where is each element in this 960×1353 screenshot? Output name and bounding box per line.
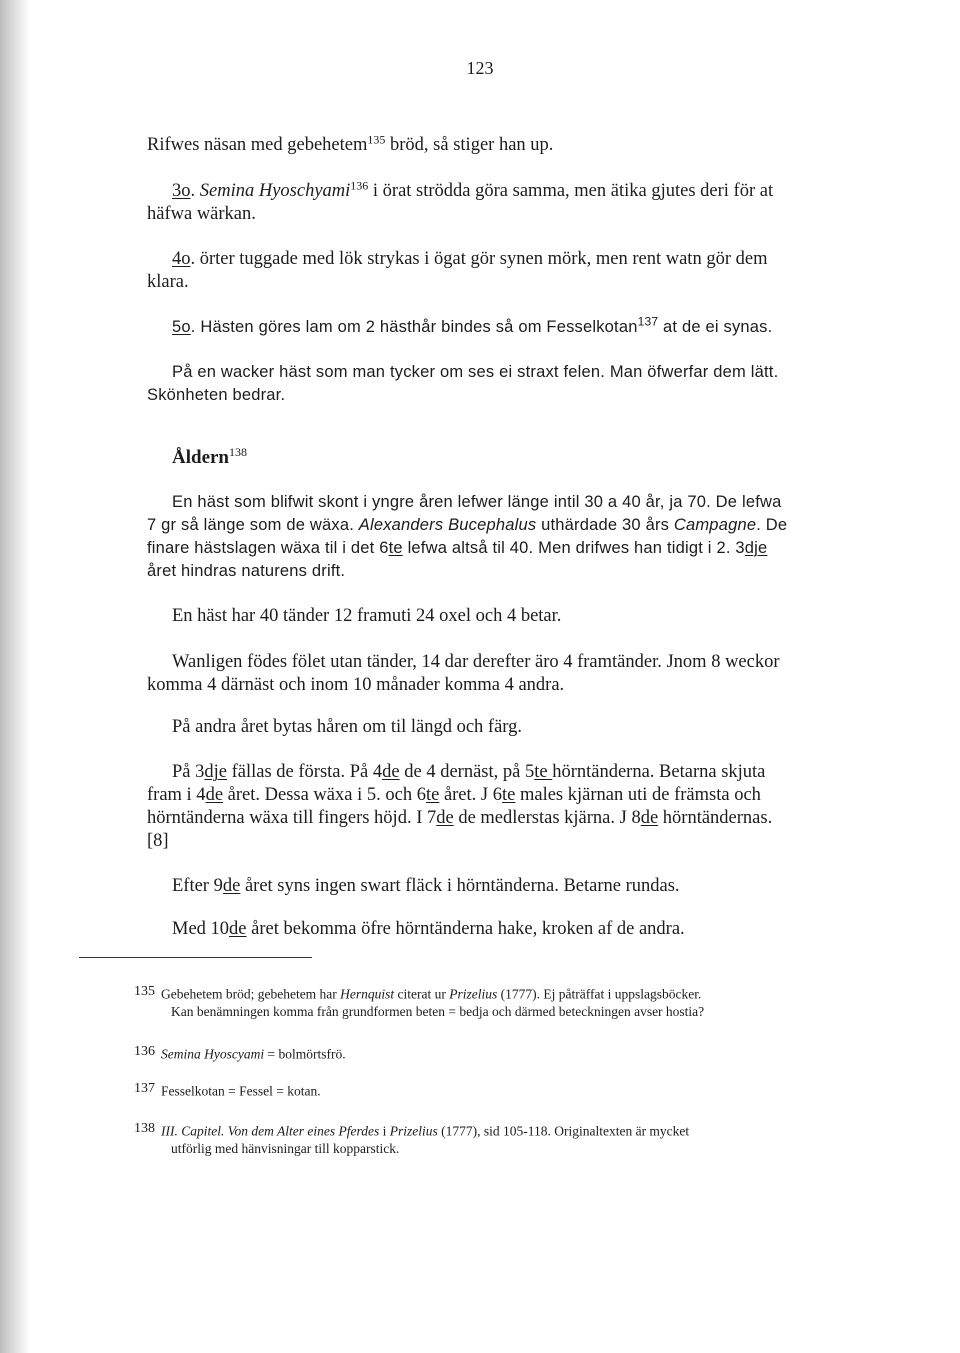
paragraph-line: Efter 9de året syns ingen swart fläck i hörntänderna. Betarne rundas. [172,876,680,896]
footnote-ref: 137 [637,314,659,329]
footnote-ref: 136 [350,178,369,193]
paragraph-line: 3o. Semina Hyoschyami$^{136}$ i örat strödda göra samma, men ätika gjutes deri för at [172,178,774,201]
paragraph-line: På andra året bytas håren om til längd och färg. [172,717,523,737]
paragraph-line: Skönheten bedrar. [147,386,286,404]
section-heading: Åldern$^{138}$ [172,444,247,468]
paragraph-line: På 3dje fällas de första. På 4de de 4 dernäst, på 5te hörntänderna. Betarna skjuta [172,762,766,782]
footnote-number: 138 [134,1121,155,1136]
paragraph-line: komma 4 därnäst och inom 10 månader komma 4 andra. [147,675,565,695]
page-number: 123 [466,58,494,78]
paragraph-line: 4o. örter tuggade med lök strykas i ögat gör synen mörk, men rent watn gör dem [172,249,768,269]
footnote-number: 136 [134,1044,155,1059]
page-binding-shadow [0,0,30,1353]
paragraph-line: hörntänderna wäxa till fingers höjd. I 7de de medlerstas kjärna. J 8de hörntändernas. [147,808,773,828]
paragraph-line: finare hästslagen wäxa til i det 6te lefwa altså til 40. Men drifwes han tidigt i 2. 3dje [147,539,768,557]
footnote-number: 135 [134,984,155,999]
paragraph-line: året hindras naturens drift. [147,562,346,580]
footnote-137: 137 Fesselkotan = Fessel = kotan. [134,1081,321,1099]
paragraph-line: På en wacker häst som man tycker om ses ei straxt felen. Man öfwerfar dem lätt. [172,363,779,381]
paragraph-line: En häst har 40 tänder 12 framuti 24 oxel och 4 betar. [172,606,562,626]
paragraph-line: Rifwes näsan med gebehetem$^{135}$ bröd, så stiger han up. [147,132,554,155]
paragraph-line: fram i 4de året. Dessa wäxa i 5. och 6te året. J 6te males kjärnan uti de främsta och [147,785,761,805]
paragraph-line: häfwa wärkan. [147,204,256,224]
footnote-ref: 138 [229,444,247,459]
paragraph-line: En häst som blifwit skont i yngre åren lefwer länge intil 30 a 40 år, ja 70. De lefwa [172,493,782,511]
footnote-138: 138 III. Capitel. Von dem Alter eines Pferdes i Prizelius (1777), sid 105-118. Originaltexten är mycket [134,1121,690,1139]
paragraph-line: 5o. Hästen göres lam om 2 hästhår bindes så om Fesselkotan$^{137}$ at de ei synas. [172,314,773,336]
footnote-ref: 135 [367,132,386,147]
page-marker: [8] [147,831,169,851]
footnote-135: 135 Gebehetem bröd; gebehetem har Hernquist citerat ur Prizelius (1777). Ej påträffat i uppslagsböcker. [134,984,702,1002]
paragraph-line: Wanligen födes fölet utan tänder, 14 dar derefter äro 4 framtänder. Jnom 8 weckor [172,652,780,672]
footnote-136: 136 Semina Hyoscyami = bolmörtsfrö. [134,1044,346,1062]
footnote-number: 137 [134,1081,155,1096]
paragraph-line: 7 gr så länge som de wäxa. Alexanders Bucephalus uthärdade 30 års Campagne. De [147,516,788,534]
paragraph-line: Med 10de året bekomma öfre hörntänderna hake, kroken af de andra. [172,919,685,939]
footnote-separator [79,957,312,958]
paragraph-line: klara. [147,272,189,292]
